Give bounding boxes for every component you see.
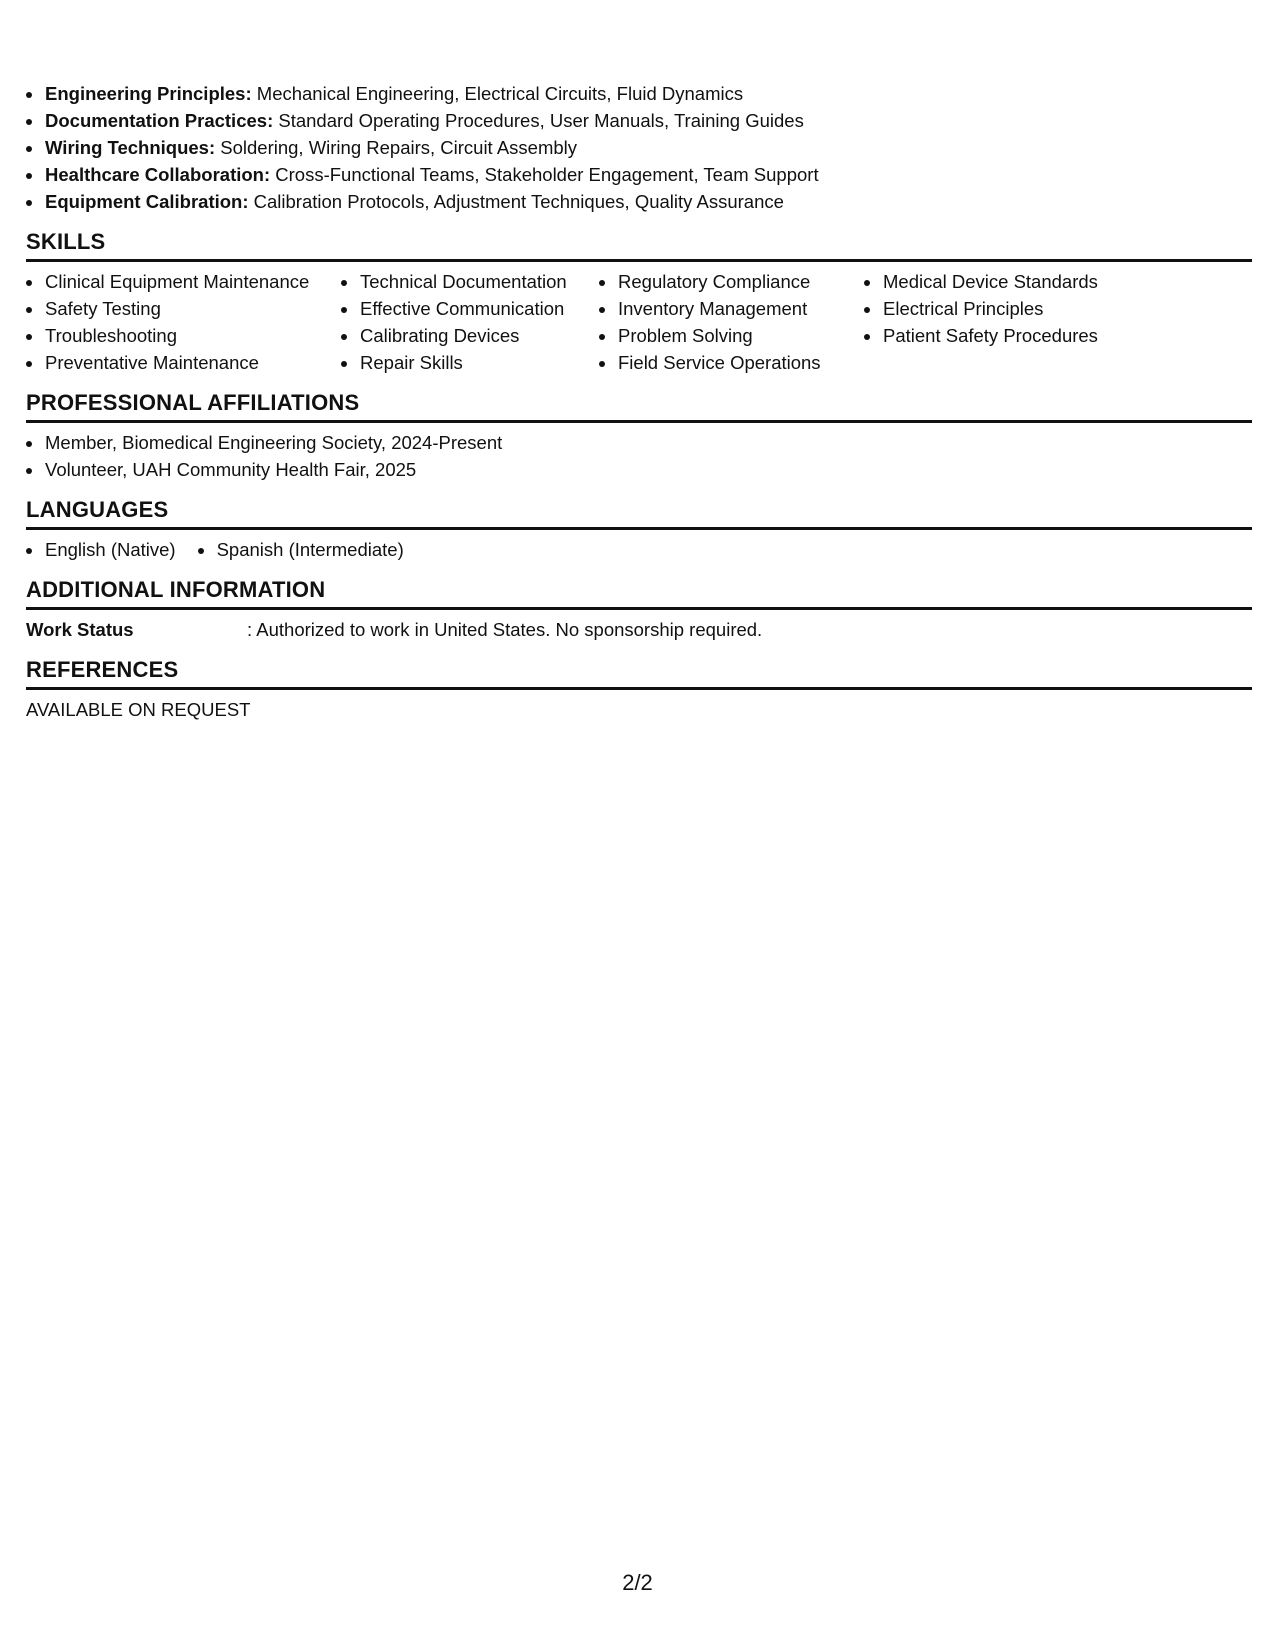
list-item: • English (Native) <box>44 536 176 563</box>
competency-text: Soldering, Wiring Repairs, Circuit Assembly <box>215 137 578 158</box>
references-text: AVAILABLE ON REQUEST <box>26 699 251 720</box>
competency-text: Mechanical Engineering, Electrical Circuits, Fluid Dynamics <box>251 83 744 104</box>
competency-text: Calibration Protocols, Adjustment Techniques, Quality Assurance <box>248 191 784 212</box>
list-item: • Patient Safety Procedures <box>882 322 1142 349</box>
list-item: • Problem Solving <box>617 322 864 349</box>
competency-label: Healthcare Collaboration: <box>45 164 271 185</box>
competency-list <box>26 80 1252 215</box>
section-title: SKILLS <box>26 227 1252 262</box>
list-item: • Volunteer, UAH Community Health Fair, 2025 <box>44 456 1252 483</box>
skills-column <box>341 268 599 376</box>
list-item: • Preventative Maintenance <box>44 349 341 376</box>
list-item: • Inventory Management <box>617 295 864 322</box>
work-status-label: Work Status <box>26 619 134 640</box>
list-item <box>44 107 1252 134</box>
competency-label: Wiring Techniques: <box>45 137 216 158</box>
languages-section <box>26 495 1252 563</box>
list-item: • Regulatory Compliance <box>617 268 864 295</box>
work-status-value: : Authorized to work in United States. No sponsorship required. <box>247 619 763 640</box>
list-item: • Technical Documentation <box>359 268 599 295</box>
skills-section <box>26 227 1252 376</box>
competency-label: Equipment Calibration: <box>45 191 249 212</box>
competency-label: Engineering Principles: <box>45 83 252 104</box>
list-item <box>44 188 1252 215</box>
languages-row <box>26 536 1252 563</box>
section-title: REFERENCES <box>26 655 1252 690</box>
list-item: • Clinical Equipment Maintenance <box>44 268 341 295</box>
page-number: 2/2 <box>622 1570 653 1595</box>
references-section <box>26 655 1252 723</box>
list-item: • Troubleshooting <box>44 322 341 349</box>
competency-label: Documentation Practices: <box>45 110 274 131</box>
list-item: • Spanish (Intermediate) <box>216 536 404 563</box>
resume-page <box>26 80 1252 723</box>
affiliations-section <box>26 388 1252 483</box>
list-item: • Medical Device Standards <box>882 268 1142 295</box>
language-list <box>198 536 404 563</box>
list-item: • Field Service Operations <box>617 349 864 376</box>
list-item: • Member, Biomedical Engineering Society, 2024-Present <box>44 429 1252 456</box>
skills-column <box>26 268 341 376</box>
list-item <box>44 80 1252 107</box>
list-item: • Repair Skills <box>359 349 599 376</box>
section-title: PROFESSIONAL AFFILIATIONS <box>26 388 1252 423</box>
work-status-row <box>26 616 1252 643</box>
affiliations-list <box>26 429 1252 483</box>
section-title: ADDITIONAL INFORMATION <box>26 575 1252 610</box>
list-item: • Calibrating Devices <box>359 322 599 349</box>
list-item <box>44 161 1252 188</box>
list-item: • Safety Testing <box>44 295 341 322</box>
additional-info-section <box>26 575 1252 643</box>
competency-text: Standard Operating Procedures, User Manuals, Training Guides <box>273 110 804 131</box>
competency-text: Cross-Functional Teams, Stakeholder Engagement, Team Support <box>270 164 819 185</box>
list-item: • Electrical Principles <box>882 295 1142 322</box>
section-title: LANGUAGES <box>26 495 1252 530</box>
skills-grid <box>26 268 1252 376</box>
skills-column <box>599 268 864 376</box>
language-list <box>26 536 176 563</box>
list-item: • Effective Communication <box>359 295 599 322</box>
skills-column <box>864 268 1142 376</box>
list-item <box>44 134 1252 161</box>
